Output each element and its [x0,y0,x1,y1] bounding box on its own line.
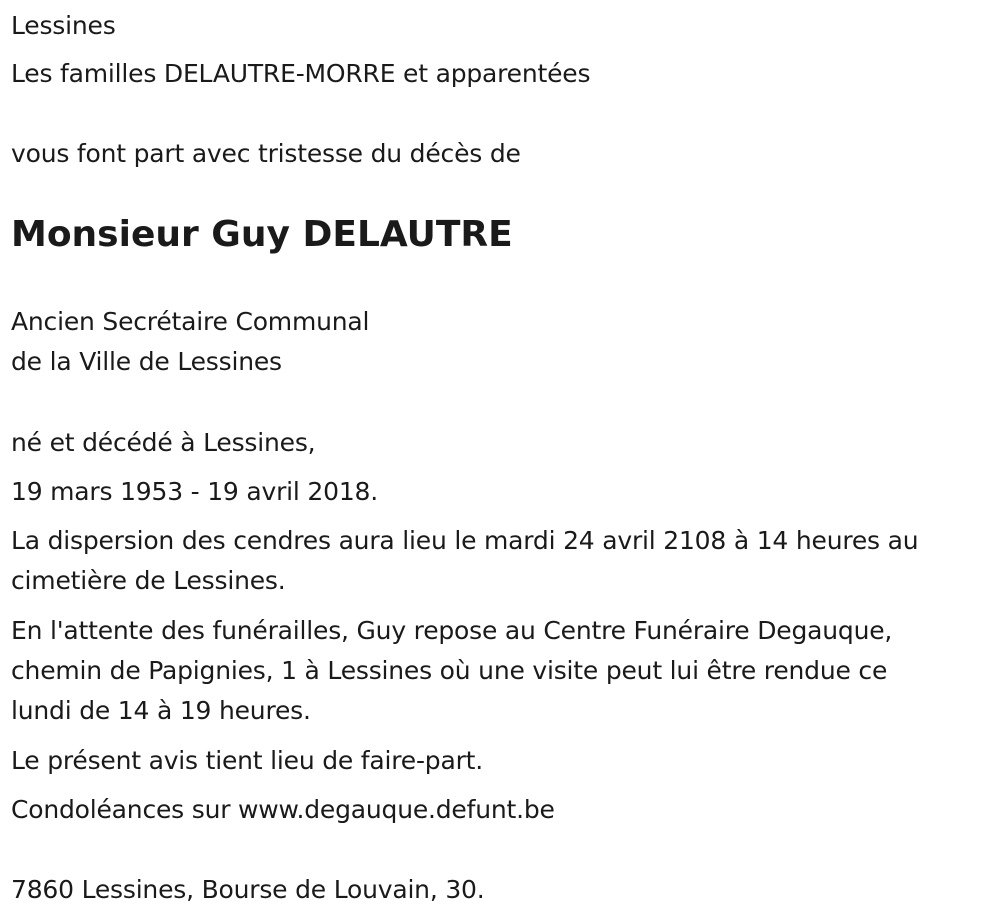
notice-statement: Le présent avis tient lieu de faire-part. [11,746,484,775]
visitation-line-1: En l'attente des funérailles, Guy repose au Centre Funéraire Degauque, [11,616,893,645]
families-line: Les familles DELAUTRE-MORRE et apparentées [11,59,591,88]
city-line: Lessines [11,11,116,40]
address-line: 7860 Lessines, Bourse de Louvain, 30. [11,875,485,904]
visitation-line-2: chemin de Papignies, 1 à Lessines où une visite peut lui être rendue ce [11,656,888,685]
birth-death-place: né et décédé à Lessines, [11,428,316,457]
title-line-1: Ancien Secrétaire Communal [11,307,370,336]
visitation-line-3: lundi de 14 à 19 heures. [11,696,311,725]
title-line-2: de la Ville de Lessines [11,347,282,376]
deceased-name: Monsieur Guy DELAUTRE [11,214,513,255]
ceremony-line-2: cimetière de Lessines. [11,566,286,595]
condolences-line: Condoléances sur www.degauque.defunt.be [11,795,555,824]
announcement-line: vous font part avec tristesse du décès de [11,139,521,168]
dates-line: 19 mars 1953 - 19 avril 2018. [11,477,378,506]
ceremony-line-1: La dispersion des cendres aura lieu le mardi 24 avril 2108 à 14 heures au [11,526,919,555]
